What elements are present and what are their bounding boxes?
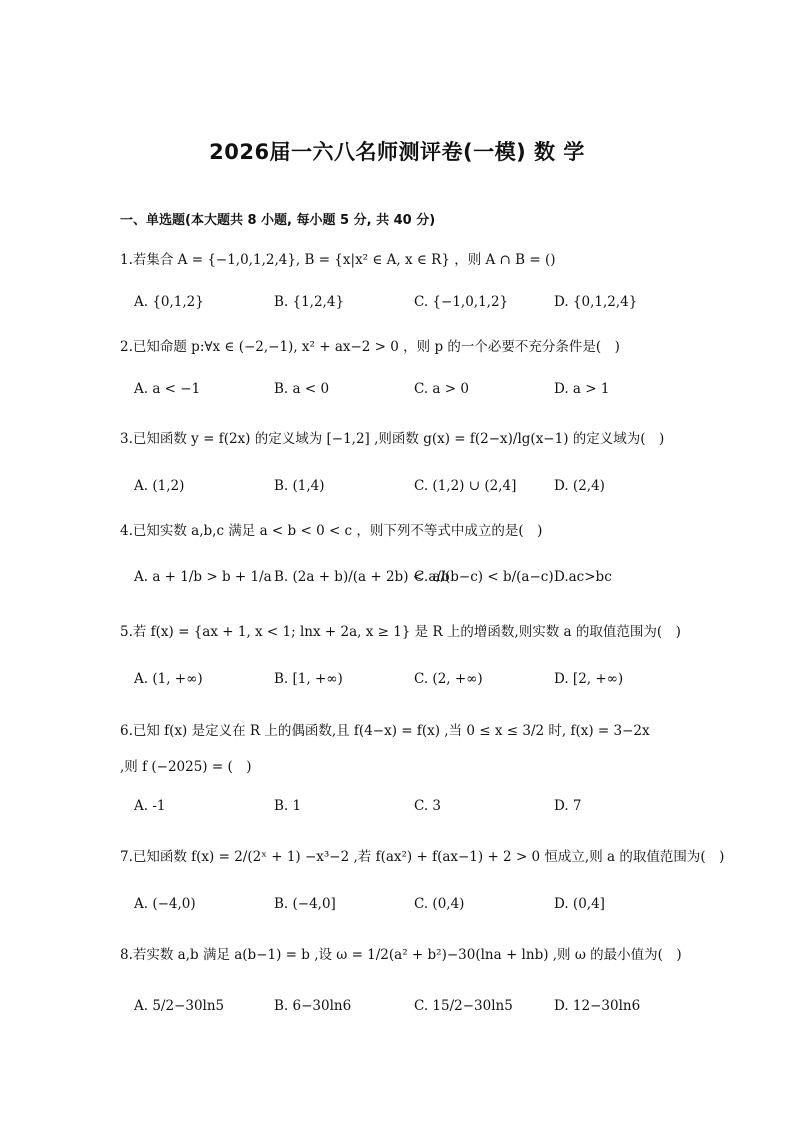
section-heading: 一、单选题(本大题共 8 小题, 每小题 5 分, 共 40 分) [120, 213, 436, 228]
question-options-3 [134, 478, 694, 500]
option-a: A. a < −1 [134, 381, 201, 397]
option-d: D. (0,4] [554, 896, 605, 912]
option-a: A. (1, +∞) [134, 671, 203, 687]
option-b: B. 1 [274, 798, 302, 814]
question-options-1 [134, 294, 694, 316]
option-c: C. (0,4) [414, 896, 465, 912]
option-b: B. (1,4) [274, 478, 325, 494]
option-d: D. 7 [554, 798, 582, 814]
question-stem-1: 1.若集合 A = {−1,0,1,2,4}, B = {x|x² ∈ A, x ∈ R} ，则 A ∩ B = () [120, 252, 556, 268]
option-b: B. [1, +∞) [274, 671, 343, 687]
option-b: B. 6−30ln6 [274, 998, 352, 1014]
question-options-6 [134, 798, 694, 820]
option-a: A. 5/2−30ln5 [134, 998, 225, 1014]
question-stem-4: 4.已知实数 a,b,c 满足 a < b < 0 < c ，则下列不等式中成立的是( ) [120, 523, 543, 539]
option-a: A. (1,2) [134, 478, 185, 494]
question-options-8 [134, 998, 694, 1020]
option-c: C. 15/2−30ln5 [414, 998, 513, 1014]
page-title: 2026届一六八名师测评卷(一模) 数 学 [209, 140, 585, 164]
question-stem-2: 2.已知命题 p:∀x ∈ (−2,−1), x² + ax−2 > 0 ，则 p 的一个必要不充分条件是( ) [120, 339, 620, 355]
question-options-7 [134, 896, 694, 918]
option-c: C. {−1,0,1,2} [414, 294, 509, 310]
question-options-5 [134, 671, 694, 693]
option-c: C. 3 [414, 798, 442, 814]
question-stem-3: 3.已知函数 y = f(2x) 的定义域为 [−1,2] ,则函数 g(x) = f(2−x)/lg(x−1) 的定义域为( ) [120, 431, 665, 447]
option-c: C. (1,2) ∪ (2,4] [414, 478, 517, 494]
option-c: C. a/(b−c) < b/(a−c) [414, 569, 554, 585]
option-d: D. {0,1,2,4} [554, 294, 638, 310]
option-d: D. [2, +∞) [554, 671, 624, 687]
question-stem-5: 5.若 f(x) = {ax + 1, x < 1; lnx + 2a, x ≥ 1} 是 R 上的增函数,则实数 a 的取值范围为( ) [120, 624, 681, 640]
option-d: D. 12−30ln6 [554, 998, 641, 1014]
question-stem-8: 8.若实数 a,b 满足 a(b−1) = b ,设 ω = 1/2(a² + b²)−30(lna + lnb) ,则 ω 的最小值为( ) [120, 947, 682, 963]
option-c: C. (2, +∞) [414, 671, 483, 687]
option-b: B. {1,2,4} [274, 294, 345, 310]
question-stem-7: 7.已知函数 f(x) = 2/(2ˣ + 1) −x³−2 ,若 f(ax²) + f(ax−1) + 2 > 0 恒成立,则 a 的取值范围为( ) [120, 849, 725, 865]
question-stem-6: 6.已知 f(x) 是定义在 R 上的偶函数,且 f(4−x) = f(x) ,当 0 ≤ x ≤ 3/2 时, f(x) = 3−2x ,则 f (−2025) = ( ) [120, 723, 650, 775]
option-a: A. a + 1/b > b + 1/a [134, 569, 272, 585]
option-c: C. a > 0 [414, 381, 469, 397]
option-b: B. (2a + b)/(a + 2b) < a/b [274, 569, 450, 585]
option-b: B. a < 0 [274, 381, 330, 397]
option-d: D. a > 1 [554, 381, 610, 397]
option-a: A. {0,1,2} [134, 294, 204, 310]
question-options-2 [134, 381, 694, 403]
option-a: A. (−4,0) [134, 896, 196, 912]
question-options-4 [134, 569, 694, 591]
option-a: A. -1 [134, 798, 166, 814]
option-d: D. (2,4) [554, 478, 605, 494]
option-b: B. (−4,0] [274, 896, 336, 912]
option-d: D.ac>bc [554, 569, 612, 585]
